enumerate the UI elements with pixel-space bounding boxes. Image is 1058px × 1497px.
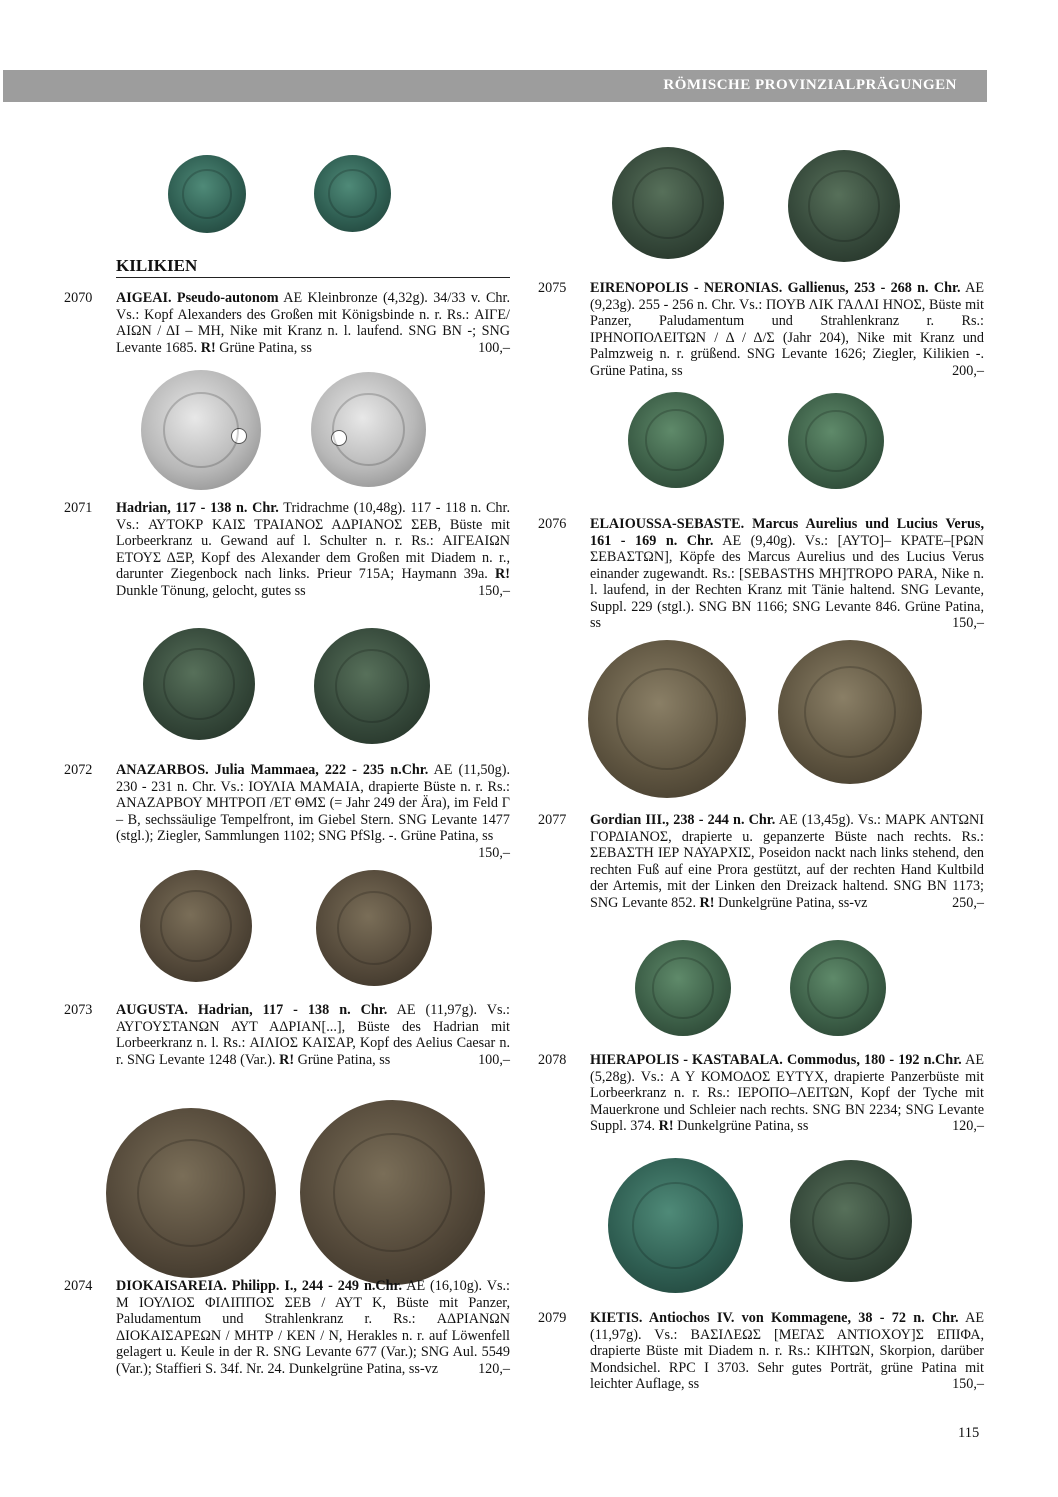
page-number: 115 bbox=[958, 1425, 980, 1441]
coin-obverse-image bbox=[635, 940, 731, 1036]
lot-body: AE (5,28g). Vs.: Α Υ ΚΟΜΟΔΟΣ ΕΥΤΥΧ, drapierte Panzerbüste mit Lorbeerkranz n. r. Rs.: ΙΕΡΟΠΟ–ΛΕΙΤΩΝ, Kopf der Tyche mit Mauerkrone und Schleier nach rechts. SNG BN 2234; SNG Levante Suppl. 374. bbox=[590, 1052, 984, 1134]
lot-description bbox=[116, 500, 510, 599]
hole-mark bbox=[331, 430, 347, 446]
lot-description bbox=[116, 1278, 510, 1377]
lot-heading: Hadrian, 117 - 138 n. Chr. bbox=[116, 500, 279, 516]
lot-heading: KIETIS. Antiochos IV. von Kommagene, 38 - 72 n. Chr. bbox=[590, 1310, 959, 1326]
price: 150,– bbox=[952, 615, 984, 631]
price: 120,– bbox=[478, 1360, 510, 1377]
lot-description bbox=[116, 290, 510, 356]
running-header bbox=[3, 70, 987, 102]
price: 150,– bbox=[478, 844, 510, 861]
lot-heading: AIGEAI. Pseudo-autonom bbox=[116, 290, 279, 306]
lot-body: Tridrachme (10,48g). 117 - 118 n. Chr. Vs.: ΑΥΤΟΚΡ ΚΑΙΣ ΤΡΑΙΑΝΟΣ ΑΔΡΙΑΝΟΣ ΣΕΒ, Büste mit Lorbeerkranz u. Gewand auf l. Schulter n. r. Rs.: ΑΙΓΕΑΙΩΝ ΕΤΟΥΣ ΔΞΡ, Kopf des Alexander dem Großen mit Diadem n. r., darunter Ziegenbock nach links. Prieur 715A; Haymann 39a. bbox=[116, 500, 510, 582]
lot-description bbox=[116, 1002, 510, 1068]
rarity-mark: R! bbox=[658, 1118, 674, 1134]
section-title: KILIKIEN bbox=[116, 256, 510, 278]
lot-number: 2070 bbox=[64, 290, 93, 306]
coin-reverse-image bbox=[778, 640, 922, 784]
lot-description bbox=[590, 1310, 984, 1393]
lot-body: AE (11,97g). Vs.: ΒΑΣΙΛΕΩΣ [ΜΕΓΑΣ ΑΝΤΙΟΧΟΥ]Σ ΕΠΙΦΑ, drapierte Büste mit Diadem n. r. Rs.: ΚΙΗΤΩΝ, Skorpion, darüber Mondsichel. RPC I 3703. Sehr gutes Porträt, grüne Patina mit leichter Auflage, ss bbox=[590, 1310, 984, 1392]
lot-description bbox=[590, 280, 984, 379]
coin-reverse-image bbox=[790, 940, 886, 1036]
coin-obverse-image bbox=[628, 392, 724, 488]
lot-number: 2072 bbox=[64, 762, 93, 778]
lot-number: 2076 bbox=[538, 516, 567, 532]
coin-reverse-image bbox=[314, 628, 430, 744]
coin-obverse-image bbox=[612, 147, 724, 259]
lot-number: 2073 bbox=[64, 1002, 93, 1018]
grade: Grüne Patina, ss bbox=[297, 1051, 391, 1068]
coin-obverse-image bbox=[140, 870, 252, 982]
price: 150,– bbox=[478, 582, 510, 599]
lot-heading: ANAZARBOS. Julia Mammaea, 222 - 235 n.Chr. bbox=[116, 762, 429, 778]
grade: Grüne Patina, ss bbox=[219, 339, 312, 356]
lot-body: AE (16,10g). Vs.: Μ ΙΟΥΛΙΟΣ ΦΙΛΙΠΠΟΣ ΣΕΒ / ΑΥΤ Κ, Büste mit Panzer, Paludamentum und Strahlenkranz r. Rs.: ΑΔΡΙΑΝΩΝ ΔΙΟΚΑΙΣΑΡΕΩΝ / ΜΗΤΡ / ΚΕΝ / Ν, Herakles n. r. auf Löwenfell gelagert u. Keule in der R. SNG Levante 677 (Var.); SNG Aul. 5549 (Var.); Staffieri S. 34f. Nr. 24. bbox=[116, 1278, 510, 1377]
lot-heading: DIOKAISAREIA. Philipp. I., 244 - 249 n.Chr. bbox=[116, 1278, 403, 1294]
price: 100,– bbox=[478, 1051, 510, 1068]
lot-heading: AUGUSTA. Hadrian, 117 - 138 n. Chr. bbox=[116, 1002, 388, 1018]
lot-number: 2078 bbox=[538, 1052, 567, 1068]
lot-description bbox=[590, 1052, 984, 1135]
lot-number: 2079 bbox=[538, 1310, 567, 1326]
grade: Dunkelgrüne Patina, ss-vz bbox=[288, 1360, 439, 1377]
grade: Grüne Patina, ss bbox=[590, 598, 984, 631]
lot-number: 2071 bbox=[64, 500, 93, 516]
price: 120,– bbox=[952, 1118, 984, 1134]
lot-description bbox=[590, 812, 984, 911]
lot-heading: ELAIOUSSA-SEBASTE. Marcus Aurelius und Lucius Verus, 161 - 169 n. Chr. bbox=[590, 516, 984, 549]
coin-reverse-image bbox=[788, 393, 884, 489]
lot-number: 2077 bbox=[538, 812, 567, 828]
coin-reverse-image bbox=[300, 1100, 485, 1285]
lot-heading: EIRENOPOLIS - NERONIAS. Gallienus, 253 - 268 n. Chr. bbox=[590, 280, 961, 296]
coin-reverse-image bbox=[788, 150, 900, 262]
grade: Grüne Patina, ss bbox=[590, 362, 683, 379]
coin-obverse-image bbox=[608, 1158, 743, 1293]
grade: Dunkelgrüne Patina, ss bbox=[677, 1118, 809, 1134]
coin-reverse-image bbox=[316, 870, 432, 986]
coin-obverse-image bbox=[588, 640, 746, 798]
coin-obverse-image bbox=[106, 1108, 276, 1278]
price: 150,– bbox=[952, 1376, 984, 1392]
grade: Dunkelgrüne Patina, ss-vz bbox=[718, 894, 868, 911]
lot-heading: HIERAPOLIS - KASTABALA. Commodus, 180 - 192 n.Chr. bbox=[590, 1052, 962, 1068]
coin-reverse-image bbox=[314, 155, 391, 232]
rarity-mark: R! bbox=[699, 894, 715, 911]
lot-body: AE (13,45g). Vs.: ΜΑΡΚ ΑΝΤΩΝΙ ΓΟΡΔΙΑΝΟΣ, drapierte u. gepanzerte Büste nach rechts. Rs.: ΣΕΒΑΣΤΗ ΙΕΡ ΝΑΥΑΡΧΙΣ, Poseidon nackt nach links stehend, den rechten Fuß auf eine Prora gestützt, auf der rechten Hand Kultbild der Artemis, mit der Linken den Dreizack haltend. SNG BN 1173; SNG Levante 852. bbox=[590, 812, 984, 911]
coin-reverse-image bbox=[790, 1160, 912, 1282]
lot-body: AE (9,40g). Vs.: [ΑΥΤΟ]– ΚΡΑΤΕ–[ΡΩΝ ΣΕΒΑΣΤΩΝ], Köpfe des Marcus Aurelius und des Lucius Verus einander zugewandt. Rs.: [SEBASTHS MH]TROPO PARA, Nike n. l. laufend, in der Rechten Kranz mit Tänie haltend. SNG Levante, Suppl. 229 (stgl.). SNG BN 1166; SNG Levante 846. bbox=[590, 532, 984, 615]
lot-description bbox=[116, 762, 510, 861]
lot-body: AE (11,50g). 230 - 231 n. Chr. Vs.: ΙΟΥΛΙΑ ΜΑΜΑΙΑ, drapierte Büste n. r. Rs.: ΑΝΑΖΑΡΒΟΥ ΜΗΤΡΟΠ /ΕΤ ΘΜΣ (= Jahr 249 der Ära), im Feld Γ – Β, sechssäulige Tempelfront, im Giebel Stern. SNG Levante 1477 (stgl.); Ziegler, Sammlungen 1102; SNG PfSlg. -. bbox=[116, 762, 510, 844]
grade: Dunkle Tönung, gelocht, gutes ss bbox=[116, 582, 306, 599]
header-title: RÖMISCHE PROVINZIALPRÄGUNGEN bbox=[663, 77, 957, 93]
price: 200,– bbox=[952, 362, 984, 379]
lot-number: 2075 bbox=[538, 280, 567, 296]
coin-obverse-image bbox=[168, 155, 246, 233]
lot-number: 2074 bbox=[64, 1278, 93, 1294]
hole-mark bbox=[231, 428, 247, 444]
rarity-mark: R! bbox=[279, 1051, 295, 1068]
lot-heading: Gordian III., 238 - 244 n. Chr. bbox=[590, 812, 776, 828]
lot-body: AE (11,97g). Vs.: ΑΥΓΟΥΣΤΑΝΩΝ ΑΥΤ ΑΔΡΙΑΝ[...], Büste des Hadrian mit Lorbeerkranz n. l. Rs.: ΑΙΛΙΟΣ ΚΑΙΣΑΡ, Kopf des Aelius Caesar n. r. SNG Levante 1248 (Var.). bbox=[116, 1002, 510, 1068]
coin-obverse-image bbox=[143, 628, 255, 740]
lot-body: AE (9,23g). 255 - 256 n. Chr. Vs.: ΠΟΥΒ ΛΙΚ ΓΑΛΛΙ ΗΝΟΣ, Büste mit Panzer, Paludamentum und Strahlenkranz r. Rs.: ΙΡΗΝΟΠΟΛΕΙΤΩΝ / Δ / Δ/Σ (Jahr 204), Nike mit Kranz und Palmzweig n. r. grüßend. SNG Levante 1626; Ziegler, Kilikien -. bbox=[590, 280, 985, 362]
coin-reverse-image bbox=[311, 372, 426, 487]
coin-obverse-image bbox=[141, 370, 261, 490]
lot-body: AE Kleinbronze (4,32g). 34/33 v. Chr. Vs.: Kopf Alexanders des Großen mit Königsbinde n. r. Rs.: ΑΙΓΕ/ΑΙΩΝ / ΔΙ – ΜΗ, Nike mit Kranz n. l. laufend. SNG BN -; SNG Levante 1685. bbox=[116, 290, 510, 356]
price: 250,– bbox=[952, 894, 984, 911]
rarity-mark: R! bbox=[200, 339, 216, 356]
rarity-mark: R! bbox=[495, 566, 511, 582]
grade: Grüne Patina, ss bbox=[400, 828, 494, 844]
lot-description bbox=[590, 516, 984, 632]
price: 100,– bbox=[478, 339, 510, 356]
